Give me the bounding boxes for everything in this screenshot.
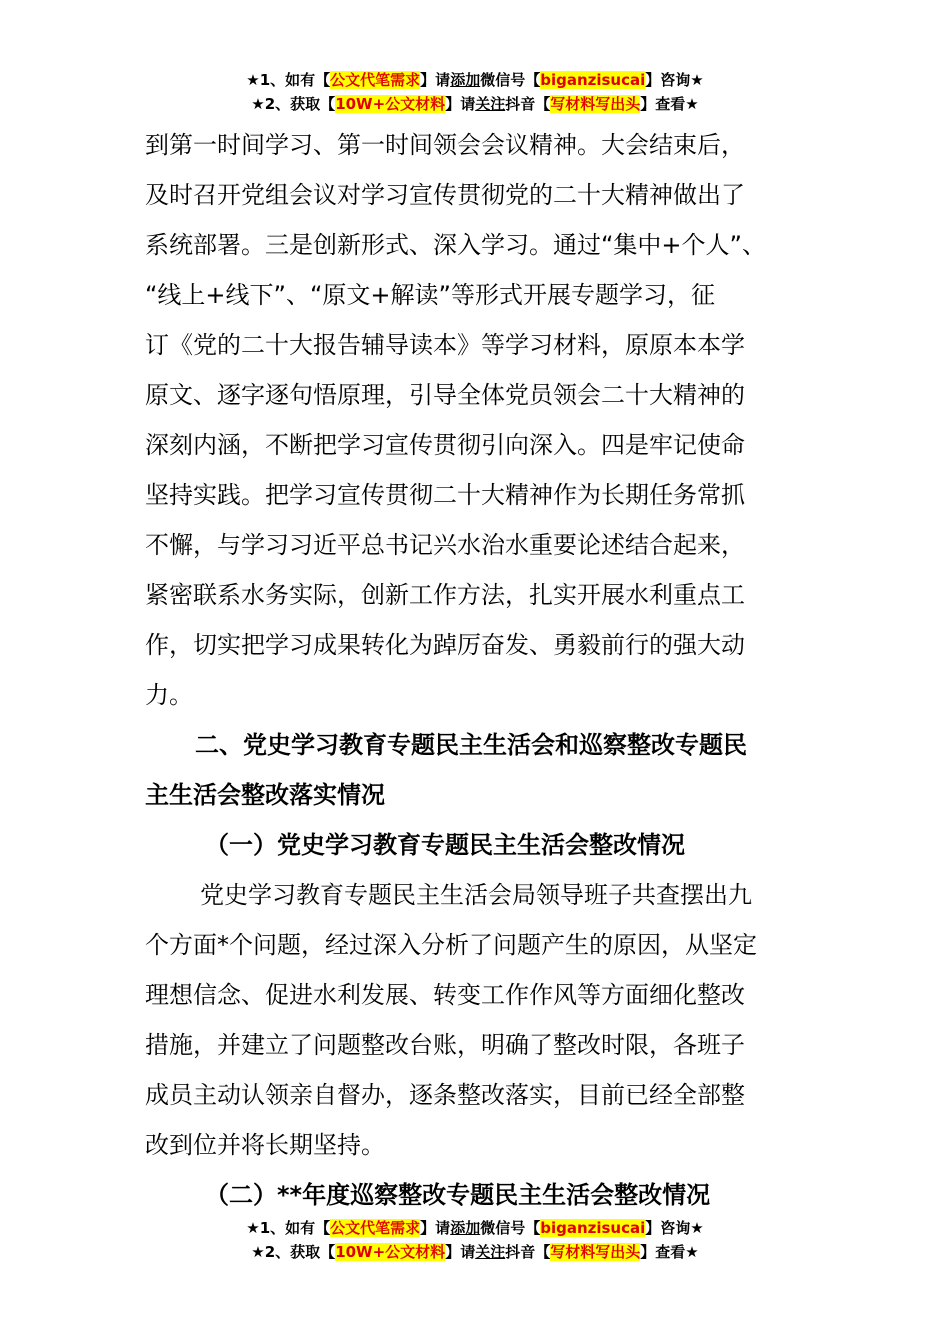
subsection-heading-2: （二）**年度巡察整改专题民主生活会整改情况 bbox=[205, 1181, 711, 1209]
body-line: 紧密联系水务实际，创新工作方法，扎实开展水利重点工 bbox=[145, 581, 745, 609]
highlight-douyin: 写材料写出头 bbox=[550, 95, 641, 113]
highlight-materials: 10W+公文材料 bbox=[335, 1243, 446, 1261]
para-line: 措施，并建立了问题整改台账，明确了整改时限，各班子 bbox=[145, 1031, 745, 1059]
body-line: 订《党的二十大报告辅导读本》等学习材料，原原本本学 bbox=[145, 331, 745, 359]
body-line: 作，切实把学习成果转化为踔厉奋发、勇毅前行的强大动 bbox=[145, 631, 745, 659]
body-line: 力。 bbox=[145, 681, 193, 709]
para-line: 党史学习教育专题民主生活会局领导班子共查摆出九 bbox=[200, 881, 752, 909]
section-heading: 二、党史学习教育专题民主生活会和巡察整改专题民 bbox=[195, 731, 747, 759]
para-line: 改到位并将长期坚持。 bbox=[145, 1131, 385, 1159]
highlight-service: 公文代笔需求 bbox=[330, 71, 421, 89]
body-line: “线上+线下”、“原文+解读”等形式开展专题学习，征 bbox=[145, 281, 715, 309]
body-line: 坚持实践。把学习宣传贯彻二十大精神作为长期任务常抓 bbox=[145, 481, 745, 509]
banner-line-2: ★2、获取【10W+公文材料】请关注抖音【写材料写出头】查看★ bbox=[251, 95, 699, 113]
highlight-douyin: 写材料写出头 bbox=[550, 1243, 641, 1261]
highlight-wechat-id: biganzisucai bbox=[540, 1219, 646, 1237]
para-line: 理想信念、促进水利发展、转变工作作风等方面细化整改 bbox=[145, 981, 745, 1009]
highlight-service: 公文代笔需求 bbox=[330, 1219, 421, 1237]
section-heading-cont: 主生活会整改落实情况 bbox=[145, 781, 385, 809]
body-line: 及时召开党组会议对学习宣传贯彻党的二十大精神做出了 bbox=[145, 181, 745, 209]
para-line: 个方面*个问题，经过深入分析了问题产生的原因，从坚定 bbox=[145, 931, 757, 959]
para-line: 成员主动认领亲自督办，逐条整改落实，目前已经全部整 bbox=[145, 1081, 745, 1109]
highlight-wechat-id: biganzisucai bbox=[540, 71, 646, 89]
document-body bbox=[145, 120, 810, 1220]
highlight-materials: 10W+公文材料 bbox=[335, 95, 446, 113]
subsection-heading-1: （一）党史学习教育专题民主生活会整改情况 bbox=[205, 831, 685, 859]
body-line: 系统部署。三是创新形式、深入学习。通过“集中+个人”、 bbox=[145, 231, 766, 259]
body-line: 深刻内涵，不断把学习宣传贯彻引向深入。四是牢记使命 bbox=[145, 431, 745, 459]
banner-line-2: ★2、获取【10W+公文材料】请关注抖音【写材料写出头】查看★ bbox=[251, 1243, 699, 1261]
body-line: 到第一时间学习、第一时间领会会议精神。大会结束后， bbox=[145, 131, 745, 159]
footer-banner bbox=[0, 1216, 950, 1264]
banner-line-1: ★1、如有【公文代笔需求】请添加微信号【biganzisucai】咨询★ bbox=[246, 71, 704, 89]
body-line: 不懈，与学习习近平总书记兴水治水重要论述结合起来， bbox=[145, 531, 745, 559]
banner-line-1: ★1、如有【公文代笔需求】请添加微信号【biganzisucai】咨询★ bbox=[246, 1219, 704, 1237]
body-line: 原文、逐字逐句悟原理，引导全体党员领会二十大精神的 bbox=[145, 381, 745, 409]
header-banner bbox=[0, 68, 950, 116]
